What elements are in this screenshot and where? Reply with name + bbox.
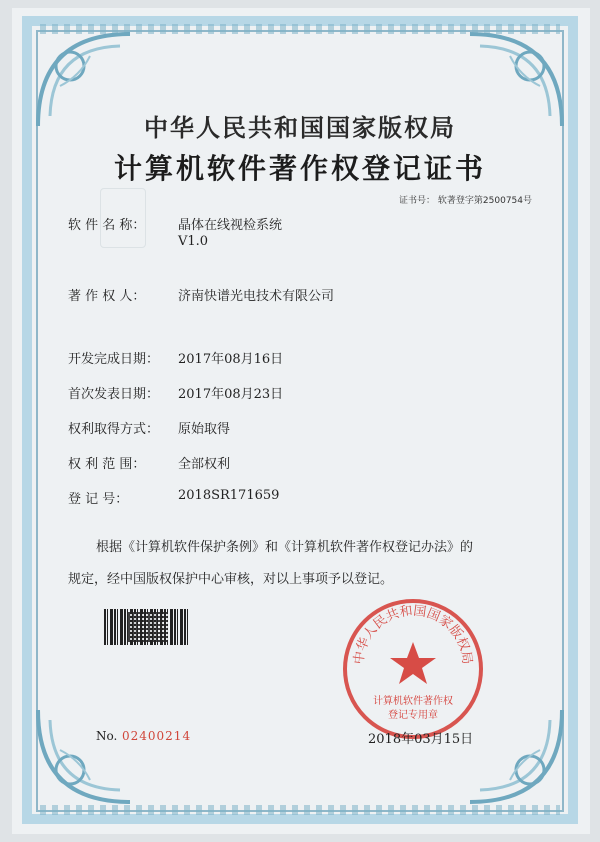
corner-ornament-icon	[30, 700, 140, 810]
serial-label: No.	[96, 729, 118, 743]
seal-inner-line-1: 计算机软件著作权	[373, 696, 453, 707]
development-date-label: 开发完成日期：	[68, 352, 160, 367]
rights-scope-value: 全部权利	[178, 457, 231, 472]
copyright-owner-label: 著 作 权 人：	[68, 289, 146, 304]
publication-date-label: 首次发表日期：	[68, 387, 160, 402]
official-seal-icon	[338, 594, 488, 744]
issue-date: 2018年03月15日	[368, 732, 474, 747]
publication-date-value: 2017年08月23日	[178, 387, 284, 402]
registration-number-value: 2018SR171659	[178, 488, 280, 503]
issuing-authority: 中华人民共和国国家版权局	[144, 114, 456, 142]
software-name-label: 软 件 名 称：	[68, 218, 146, 233]
statement-line-1: 根据《计算机软件保护条例》和《计算机软件著作权登记办法》的	[96, 540, 474, 555]
statement-line-2: 规定，经中国版权保护中心审核，对以上事项予以登记。	[68, 572, 394, 587]
certificate-title: 计算机软件著作权登记证书	[113, 152, 486, 185]
development-date-value: 2017年08月16日	[178, 352, 284, 367]
software-name-value: 晶体在线视检系统	[178, 218, 283, 233]
copyright-owner-value: 济南快谱光电技术有限公司	[178, 289, 335, 304]
rights-scope-label: 权 利 范 围：	[68, 457, 146, 472]
seal-inner-line-2: 登记专用章	[388, 710, 438, 721]
software-version-value: V1.0	[178, 234, 209, 249]
certificate-number: 证书号： 软著登字第2500754号	[399, 196, 532, 206]
registration-number-label: 登 记 号：	[68, 492, 129, 507]
seal-ring-text: 中华人民共和国国家版权局	[351, 603, 475, 666]
serial-number: 02400214	[122, 729, 192, 743]
acquisition-method-label: 权利取得方式：	[68, 422, 160, 437]
barcode-pattern	[128, 612, 168, 642]
acquisition-method-value: 原始取得	[178, 422, 231, 437]
